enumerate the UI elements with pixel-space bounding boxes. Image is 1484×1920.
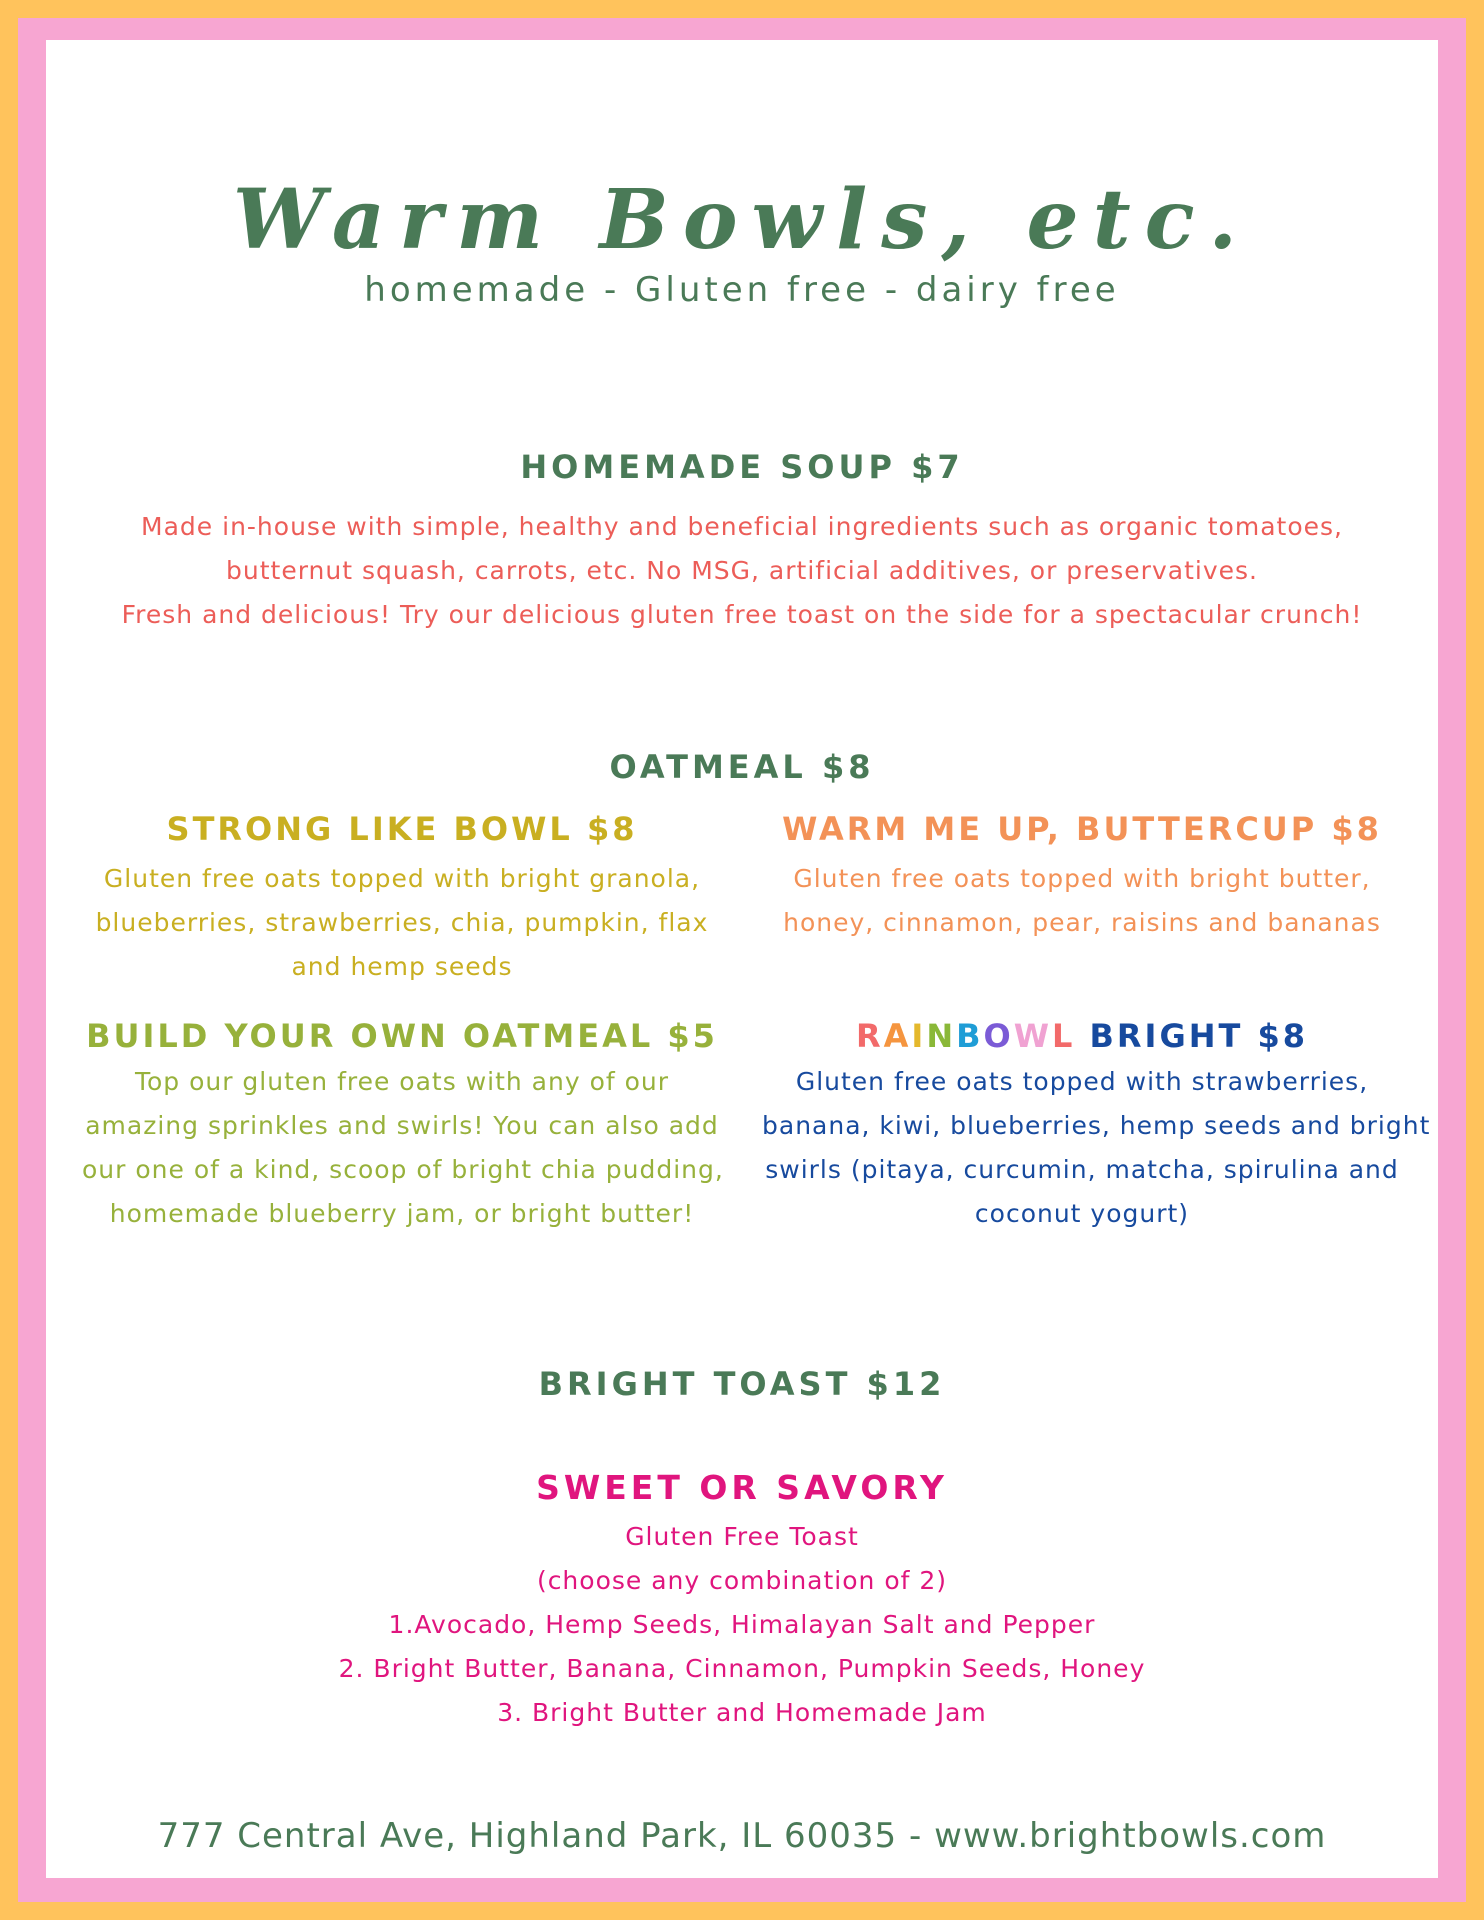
rainbow-letter: O (983, 1017, 1014, 1055)
soup-line: butternut squash, carrots, etc. No MSG, artificial additives, or preservatives. (226, 556, 1258, 585)
soup-description (46, 505, 1438, 637)
description-line: (choose any combination of 2) (536, 1566, 948, 1595)
description-line: Gluten free oats topped with bright butter, (793, 864, 1371, 893)
rainbow-letter: I (911, 1017, 927, 1055)
item-title (762, 1014, 1402, 1058)
build-your-own-oatmeal-item (82, 1014, 722, 1236)
description-line: homemade blueberry jam, or bright butter! (109, 1199, 695, 1228)
sweet-or-savory-item (46, 1465, 1438, 1735)
description-line: Gluten free oats topped with bright granola, (103, 864, 701, 893)
description-line: amazing sprinkles and swirls! You can also add (85, 1111, 719, 1140)
toast-heading: BRIGHT TOAST $12 (538, 1365, 946, 1403)
soup-line: Fresh and delicious! Try our delicious gluten free toast on the side for a spectacular crunch! (121, 600, 1363, 629)
strong-like-bowl-item (82, 807, 722, 989)
footer-address: 777 Central Ave, Highland Park, IL 60035 - www.brightbowls.com (157, 1816, 1327, 1856)
title-rest: BRIGHT $8 (1075, 1017, 1308, 1055)
rainbowl-bright-item (762, 1014, 1431, 1236)
description-line: 3. Bright Butter and Homemade Jam (497, 1698, 987, 1727)
item-title: SWEET OR SAVORY (536, 1468, 948, 1507)
item-description (82, 1060, 722, 1236)
description-line: blueberries, strawberries, chia, pumpkin, flax (95, 908, 709, 937)
rainbow-letter: R (856, 1017, 884, 1055)
item-description (82, 857, 722, 989)
description-line: 1.Avocado, Hemp Seeds, Himalayan Salt and Pepper (388, 1610, 1096, 1639)
soup-line: Made in-house with simple, healthy and beneficial ingredients such as organic tomatoes, (141, 512, 1343, 541)
item-description (46, 1515, 1438, 1735)
rainbow-letter: B (956, 1017, 984, 1055)
menu-page (46, 40, 1438, 1878)
description-line: coconut yogurt) (974, 1199, 1190, 1228)
description-line: our one of a kind, scoop of bright chia pudding, (82, 1155, 724, 1184)
item-title: STRONG LIKE BOWL $8 (166, 810, 638, 848)
description-line: Top our gluten free oats with any of our (134, 1067, 670, 1096)
item-description (762, 857, 1402, 945)
soup-heading: HOMEMADE SOUP $7 (520, 448, 964, 486)
description-line: Gluten Free Toast (625, 1522, 859, 1551)
description-line: swirls (pitaya, curcumin, matcha, spirulina and (765, 1155, 1399, 1184)
rainbow-letter: W (1013, 1017, 1052, 1055)
description-line: 2. Bright Butter, Banana, Cinnamon, Pumpkin Seeds, Honey (338, 1654, 1146, 1683)
item-title: BUILD YOUR OWN OATMEAL $5 (86, 1017, 718, 1055)
description-line: and hemp seeds (291, 952, 513, 981)
menu-subtitle: homemade - Gluten free - dairy free (364, 270, 1120, 310)
description-line: Gluten free oats topped with strawberries, (795, 1067, 1369, 1096)
warm-me-up-buttercup-item (762, 807, 1402, 945)
rainbow-letter: L (1051, 1017, 1076, 1055)
rainbow-letter: A (883, 1017, 912, 1055)
item-title: WARM ME UP, BUTTERCUP $8 (782, 810, 1382, 848)
item-description (762, 1060, 1431, 1236)
description-line: banana, kiwi, blueberries, hemp seeds and bright (762, 1111, 1431, 1140)
menu-title: Warm Bowls, etc. (232, 172, 1252, 268)
description-line: honey, cinnamon, pear, raisins and bananas (783, 908, 1381, 937)
rainbow-letter: N (926, 1017, 957, 1055)
oatmeal-heading: OATMEAL $8 (609, 748, 875, 786)
